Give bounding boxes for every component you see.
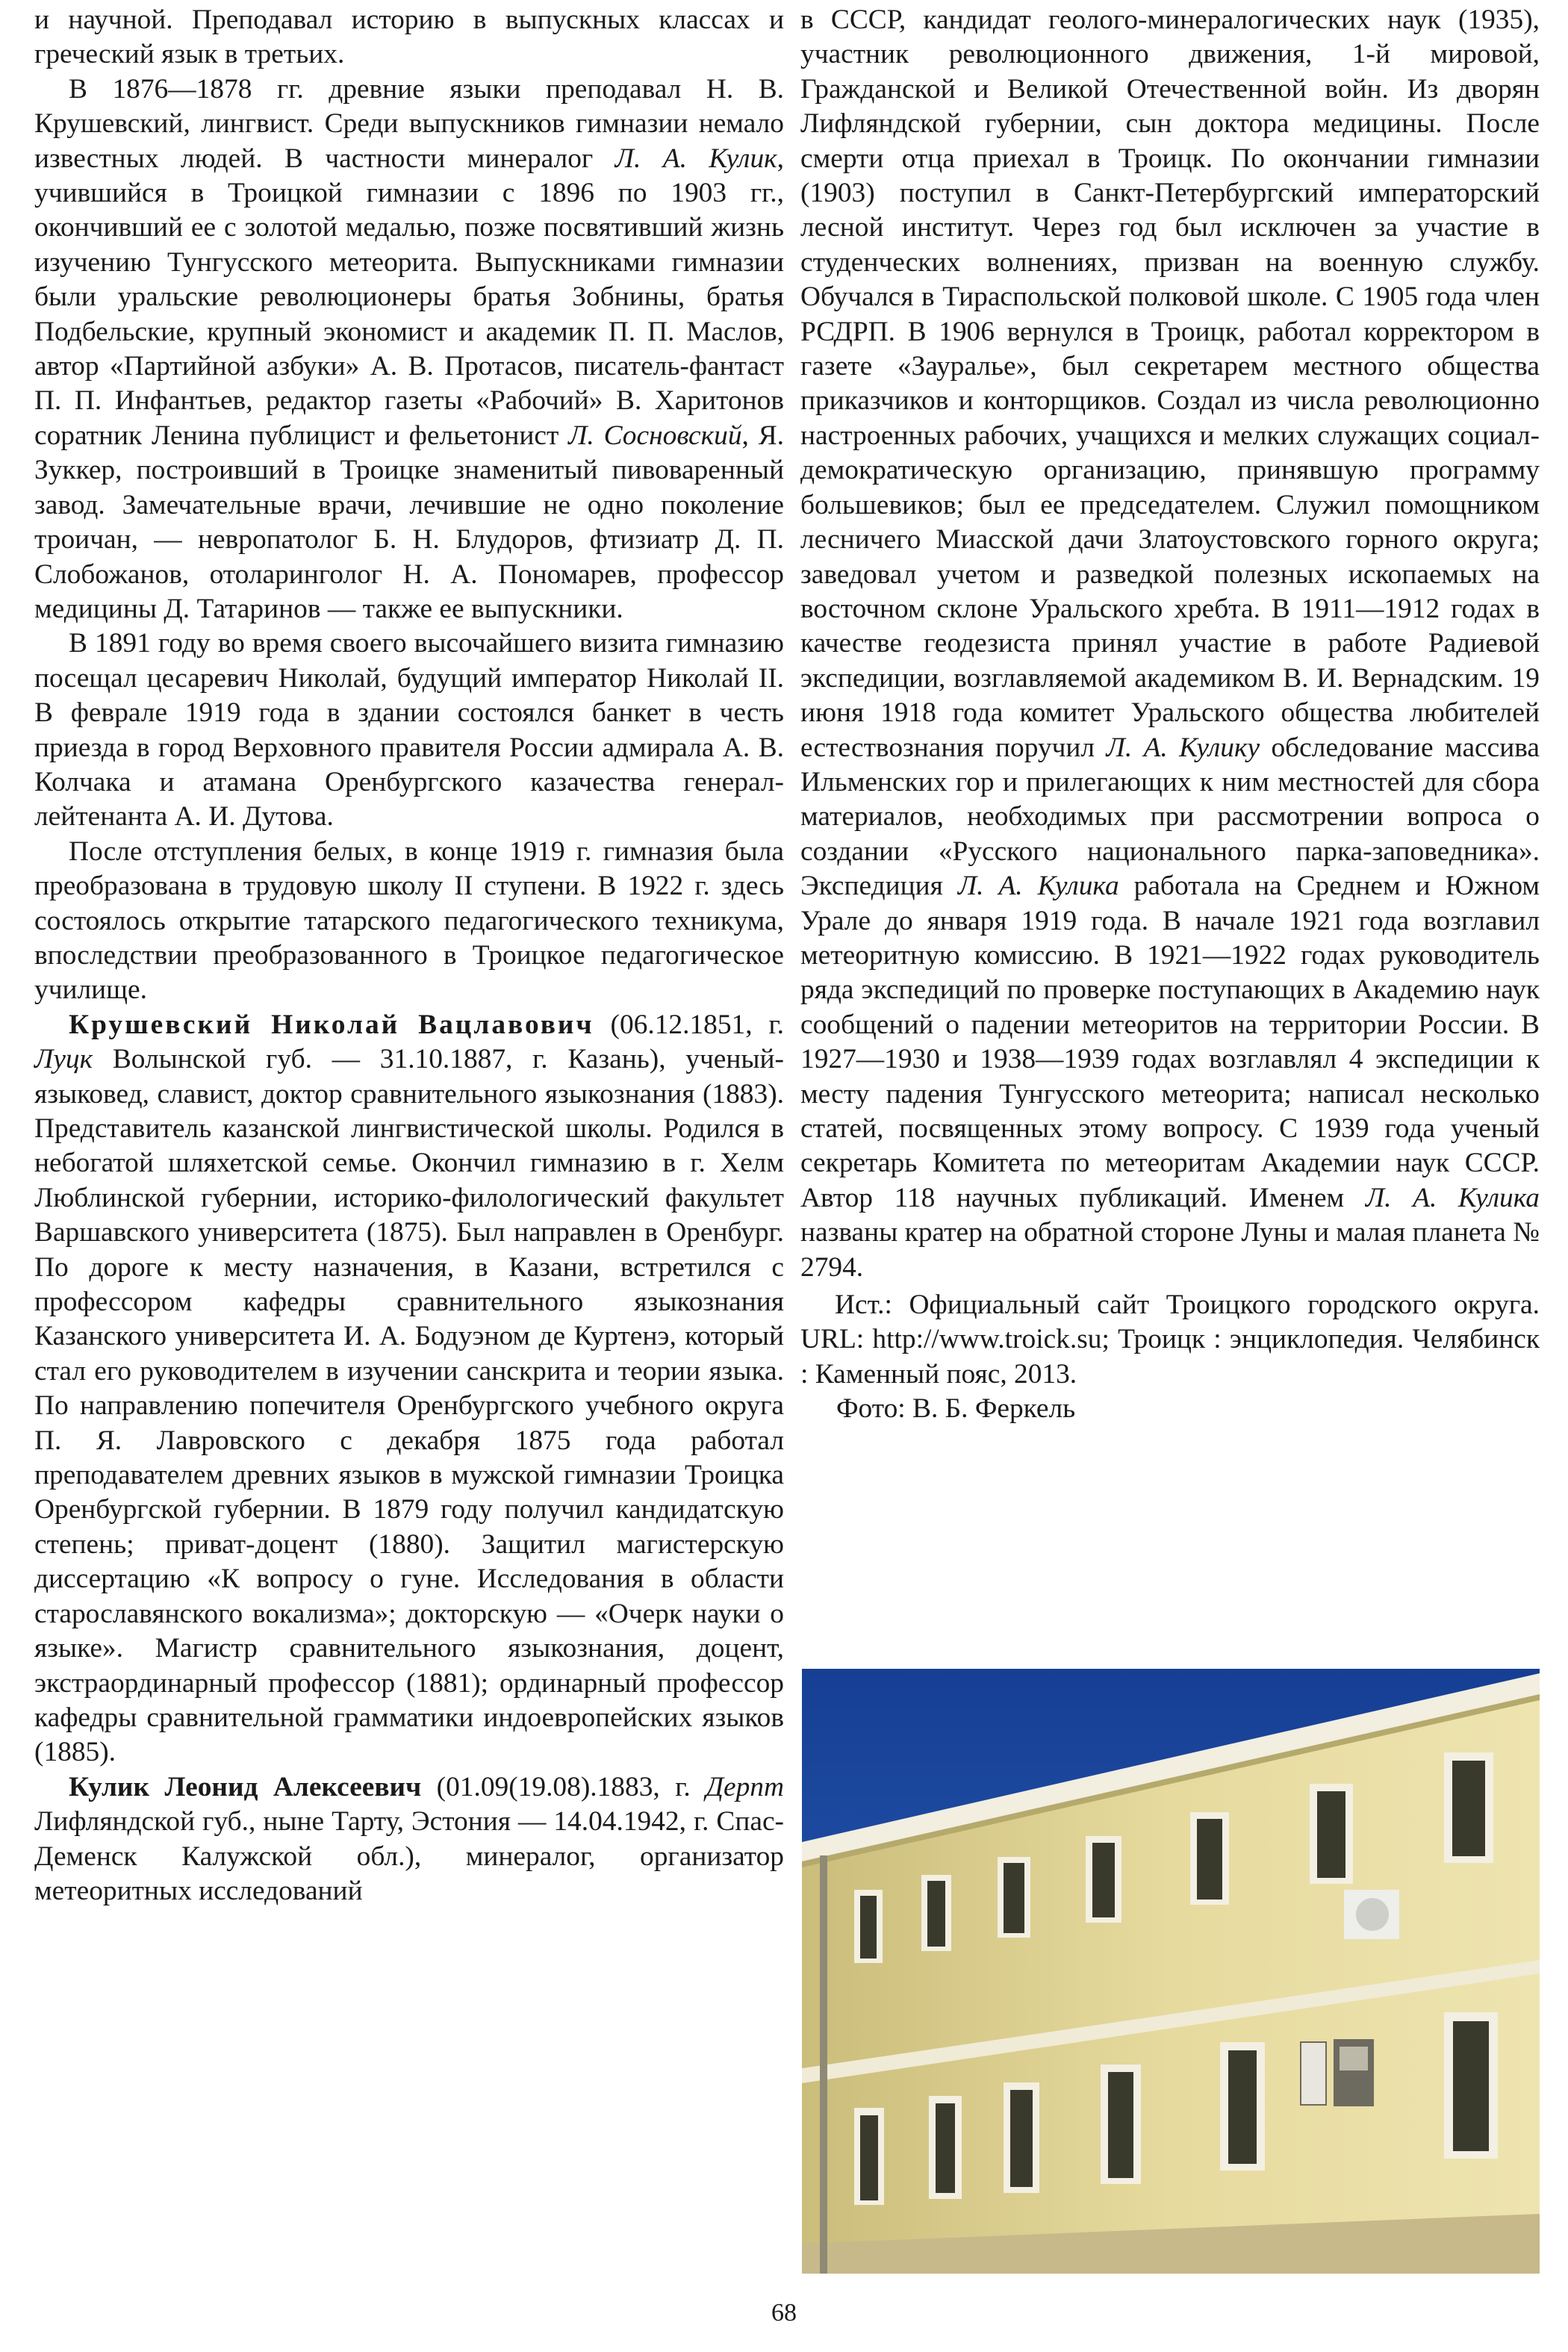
name-sosnovsky: Л. Сосновский (568, 420, 742, 451)
air-conditioner-fan (1356, 1898, 1389, 1931)
text-span: , Я. Зуккер, построивший в Троицке знаменитый пивоваренный завод. Замечательные врачи, лечившие не одно поколение троичан, — невропатолог Б. Н. Блудоров, фтизиатр Д. П. Слобожанов, отоларинголог Н. А. Пономарев, профессор медицины Д. Татаринов — также ее выпускники. (34, 420, 784, 624)
entry-kulik-continued (800, 3, 1540, 1285)
memorial-plaque (1301, 2042, 1326, 2105)
entry-heading: Крушевский Николай Вацлавович (69, 1009, 594, 1040)
building-photo-image (802, 1669, 1540, 2274)
entry-kulik (34, 1770, 784, 1909)
building-photo (802, 1669, 1540, 2274)
name-kulik: Л. А. Кулика (1365, 1182, 1540, 1213)
text-span: В 1876—1878 гг. древние языки преподавал Н. В. Крушевский, лингвист. Среди выпускников гимназии немало известных людей. В частности минералог (34, 73, 784, 174)
entry-heading: Кулик Леонид Алексеевич (69, 1771, 422, 1802)
name-kulik: Л. А. Кулику (1106, 732, 1260, 763)
entry-krushevsky (34, 1008, 784, 1770)
text-span: названы кратер на обратной стороне Луны и малая планета № 2794. (800, 1217, 1540, 1283)
text-span: (01.09(19.08).1883, г. (421, 1771, 706, 1802)
paragraph-after-1919: После отступления белых, в конце 1919 г. гимназия была преобразована в трудовую школу II ступени. В 1922 г. здесь состоялось открытие татарского педагогического техникума, впоследствии преобразованного в Троицкое педагогическое училище. (34, 836, 784, 1006)
source-note: Ист.: Официальный сайт Троицкого городского округа. URL: http://www.troick.su; Троицк : энциклопедия. Челябинск : Каменный пояс, 2013. (800, 1289, 1540, 1390)
text-span: в СССР, кандидат геолого-минералогических наук (1935), участник революционного движения, 1-й мировой, Гражданской и Великой Отечественной войн. Из дворян Лифляндской губернии, сын доктора медицины. После смерти отца приехал в Троицк. По окончании гимназии (1903) поступил в Санкт-Петербургский императорский лесной институт. Через год был исключен за участие в студенческих волнениях, призван на военную службу. Обучался в Тираспольской полковой школе. С 1905 года член РСДРП. В 1906 вернулся в Троицк, работал корректором в газете «Зауралье», был секретарем местного общества приказчиков и конторщиков. Создал из числа революционно настроенных рабочих, учащихся и мелких служащих социал-демократическую организацию, принявшую программу большевиков; был ее председателем. Служил помощником лесничего Миасской дачи Златоустовского горного округа; заведовал учетом и разведкой полезных ископаемых на восточном склоне Уральского хребта. В 1911—1912 годах в качестве геодезиста принял участие в работе Радиевой экспедиции, возглавляемой академиком В. И. Вернадским. 19 июня 1918 года комитет Уральского общества любителей естествознания поручил (800, 4, 1540, 763)
paragraph-continuation: и научной. Преподавал историю в выпускных классах и греческий язык в третьих. (34, 4, 784, 70)
paragraph-graduates (34, 72, 784, 627)
name-kulik: Л. А. Кулик (615, 143, 777, 174)
drainpipe (820, 1855, 827, 2274)
text-span: , учившийся в Троицкой гимназии с 1896 по 1903 гг., окончивший ее с золотой медалью, позже посвятивший жизнь изучению Тунгусского метеорита. Выпускниками гимназии были уральские революционеры братья Зобнины, братья Подбельские, крупный экономист и академик П. П. Маслов, автор «Партийной азбуки» А. В. Протасов, писатель-фантаст П. П. Инфантьев, редактор газеты «Рабочий» В. Харитонов соратник Ленина публицист и фельетонист (34, 143, 785, 451)
text-span: работала на Среднем и Южном Урале до января 1919 года. В начале 1921 года возглавил метеоритную комиссию. В 1921—1922 годах руководитель ряда экспедиций по проверке поступающих в Академию наук сообщений о падении метеоритов на территории России. В 1927—1930 и 1938—1939 годах возглавлял 4 экспедиции к месту падения Тунгусского метеорита; написал несколько статей, посвященных этому вопросу. С 1939 года ученый секретарь Комитета по метеоритам Академии наук СССР. Автор 118 научных публикаций. Именем (800, 871, 1540, 1213)
page-number: 68 (771, 2299, 797, 2327)
text-span: обследование массива Ильменских гор и прилегающих к ним местностей для сбора материалов, необходимых при рассмотрении вопроса о создании «Русского национального парка-заповедника». Экспедиция (800, 732, 1540, 902)
left-text-column (34, 3, 784, 1908)
plaque-portrait (1340, 2047, 1368, 2071)
paragraph-1891-visit: В 1891 году во время своего высочайшего визита гимназию посещал цесаревич Николай, будущий император Николай II. В феврале 1919 года в здании состоялся банкет в честь приезда в город Верховного правителя России адмирала А. В. Колчака и атамана Оренбургского казачества генерал-лейтенанта А. И. Дутова. (34, 628, 784, 833)
place-name: Дерпт (706, 1771, 784, 1802)
name-kulik: Л. А. Кулика (957, 871, 1119, 902)
text-span: Лифляндской губ., ныне Тарту, Эстония — 14.04.1942, г. Спас-Деменск Калужской обл.), минералог, организатор метеоритных исследований (34, 1806, 784, 1906)
photo-credit: Фото: В. Б. Феркель (836, 1393, 1076, 1425)
right-text-column (800, 3, 1540, 1427)
text-span: Волынской губ. — 31.10.1887, г. Казань), ученый-языковед, славист, доктор сравнительного языкознания (1883). Представитель казанской лингвистической школы. Родился в небогатой шляхетской семье. Окончил гимназию в г. Хелм Люблинской губернии, историко-филологический факультет Варшавского университета (1875). Был направлен в Оренбург. По дороге к месту назначения, в Казани, встретился с профессором кафедры сравнительного языкознания Казанского университета И. А. Бодуэном де Куртенэ, который стал его руководителем в изучении санскрита и теории языка. По направлению попечителя Оренбургского учебного округа П. Я. Лавровского с декабря 1875 года работал преподавателем древних языков в мужской гимназии Троицка Оренбургской губернии. В 1879 году получил кандидатскую степень; приват-доцент (1880). Защитил магистерскую диссертацию «К вопросу о гуне. Исследования в области старославянского вокализма»; докторскую — «Очерк науки о языке». Магистр сравнительного языкознания, доцент, экстраординарный профессор (1881); ординарный профессор кафедры сравнительной грамматики индоевропейских языков (1885). (34, 1044, 784, 1768)
text-span: (06.12.1851, г. (594, 1009, 784, 1040)
place-name: Луцк (34, 1044, 93, 1075)
